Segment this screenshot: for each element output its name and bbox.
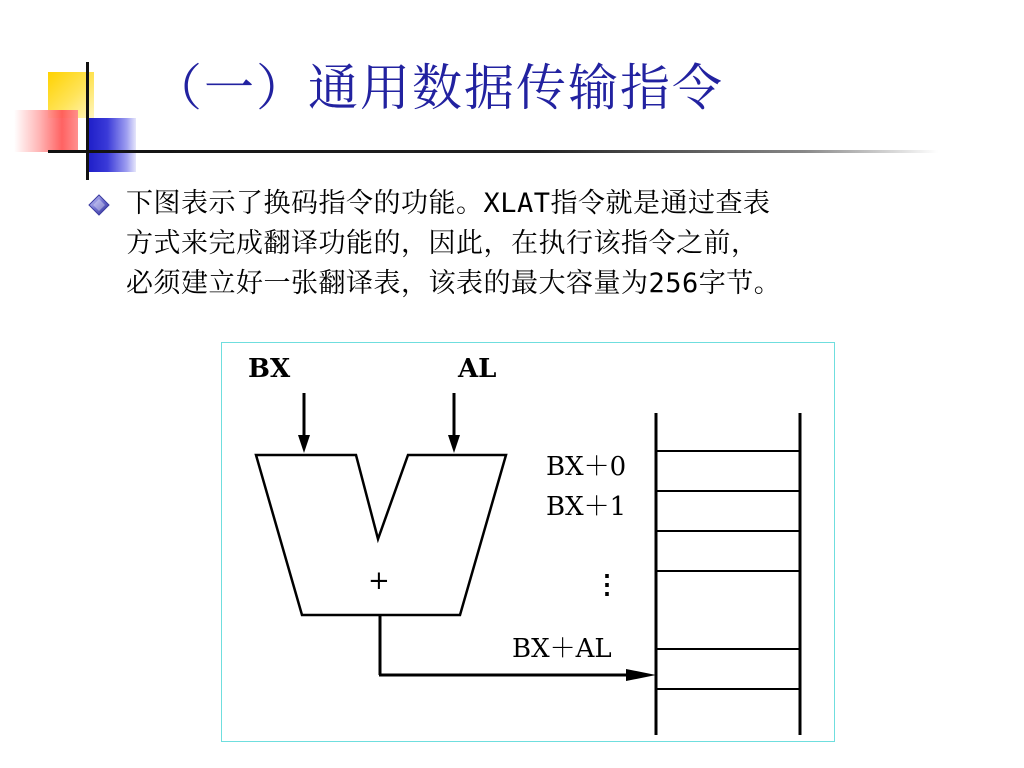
- logo-blue-square: [88, 118, 136, 172]
- xlat-diagram-svg: [222, 343, 836, 743]
- bullet-line: 下图表示了换码指令的功能。XLAT指令就是通过查表: [126, 188, 771, 219]
- table-label-bx-plus-1: BX＋1: [546, 492, 627, 522]
- adder-plus-symbol: +: [368, 566, 390, 596]
- diamond-bullet-icon: [88, 194, 110, 216]
- input-bx-label: BX: [248, 354, 291, 384]
- table-label-bx-plus-al: BX＋AL: [512, 634, 612, 664]
- slide-title: （一）通用数据传输指令: [152, 59, 724, 117]
- logo-vertical-line: [86, 62, 89, 180]
- bullet-line: 必须建立好一张翻译表，该表的最大容量为256字节。: [126, 268, 782, 299]
- logo-red-square: [14, 110, 78, 152]
- table-ellipsis: ⋮: [594, 570, 620, 600]
- bullet-line: 方式来完成翻译功能的，因此，在执行该指令之前，: [126, 228, 759, 259]
- table-label-bx-plus-0: BX＋0: [546, 452, 627, 482]
- title-underline: [48, 150, 938, 153]
- bullet-text: [126, 184, 956, 304]
- input-al-label: AL: [458, 354, 497, 384]
- translation-table: [656, 413, 800, 735]
- input-bx-arrow: [298, 393, 310, 453]
- xlat-diagram: [221, 342, 835, 742]
- input-al-arrow: [448, 393, 460, 453]
